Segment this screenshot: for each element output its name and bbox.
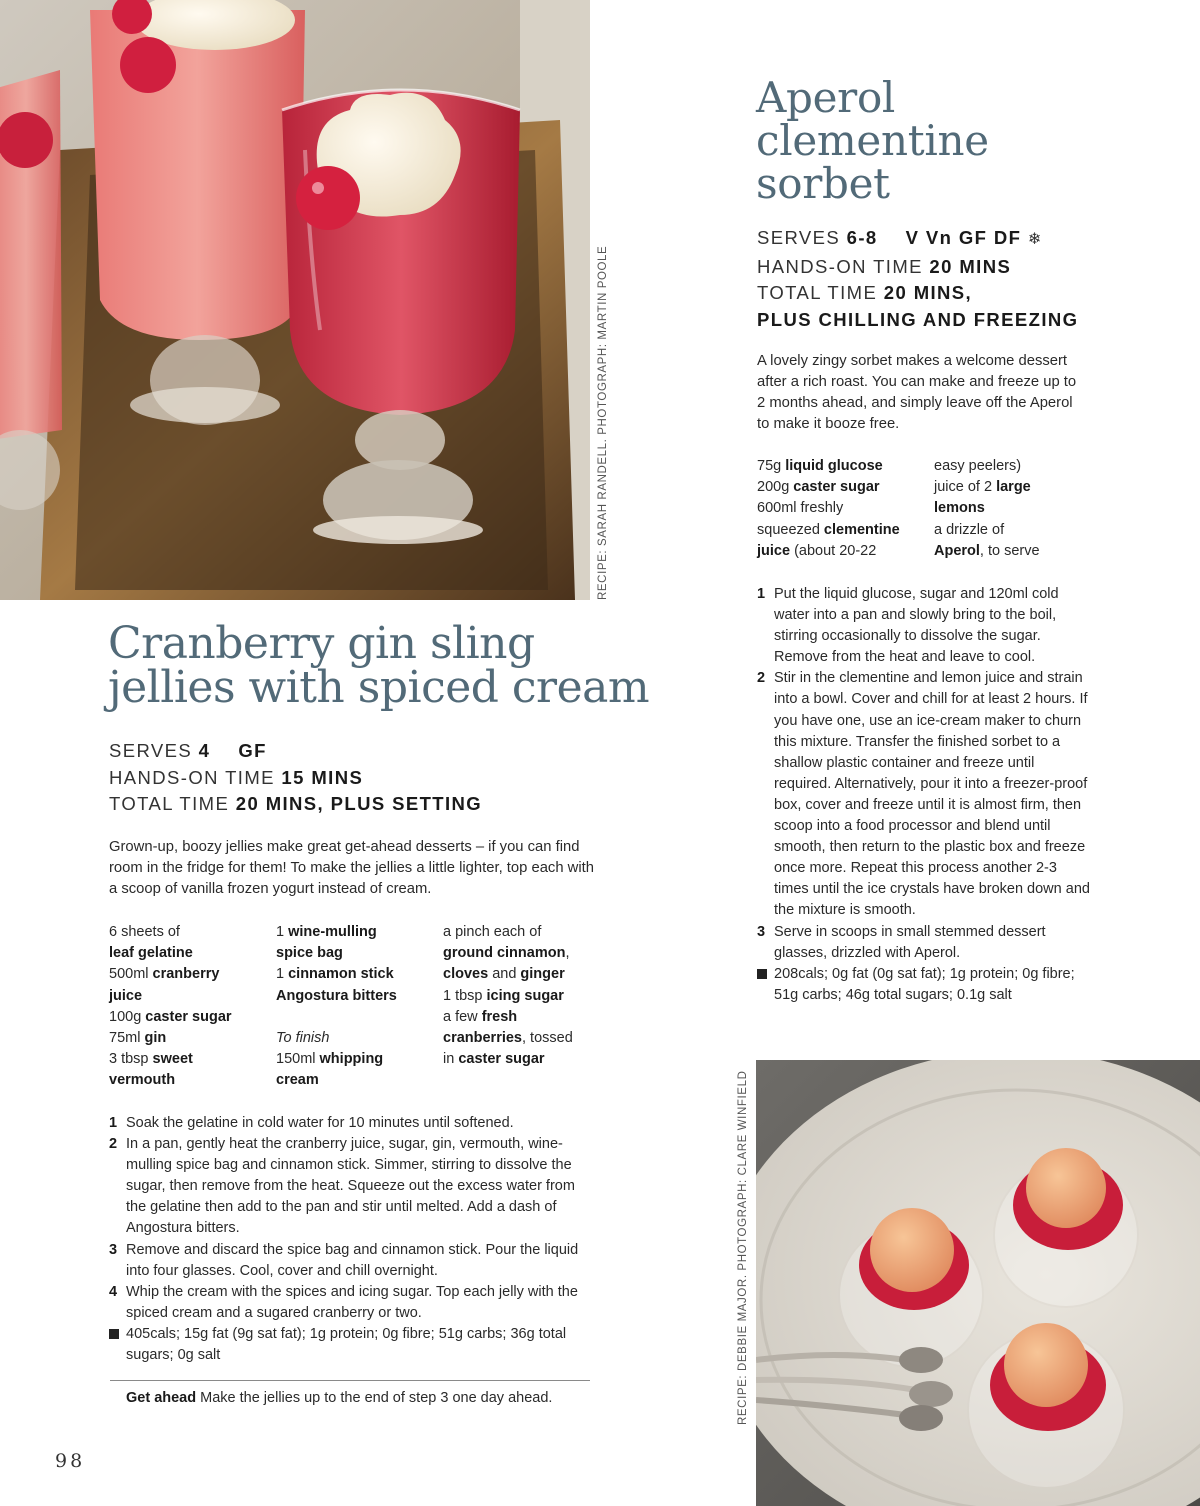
ingredient-text: in <box>443 1051 455 1068</box>
ingredient-qty: 1 tbsp <box>443 987 483 1004</box>
page-number: 98 <box>55 1450 86 1472</box>
ingredient-name: fresh <box>481 1008 518 1025</box>
ingredient-text: juice of 2 <box>934 479 993 496</box>
method-step <box>757 584 1091 668</box>
step-text: Put the liquid glucose, sugar and 120ml cold water into a pan and slowly bring to the boil, stirring occasionally to dissolve the sugar. Remove from the heat and leave to cool. <box>774 586 1059 666</box>
cranberry-jellies-illustration <box>0 0 590 600</box>
nutrition-text: 208cals; 0g fat (0g sat fat); 1g protein; 0g fibre; 51g carbs; 46g total sugars; 0.1g salt <box>774 965 1075 1003</box>
ingredient-line: 600ml freshly <box>757 500 844 517</box>
ingredient-name: Angostura bitters <box>276 987 397 1004</box>
ingredient-text: , <box>565 945 570 962</box>
square-bullet-icon <box>109 1329 119 1339</box>
ingredient-name: ground cinnamon <box>443 945 566 962</box>
diet-tags: V Vn GF DF <box>905 227 1022 248</box>
ingredient-name: ginger <box>520 966 565 983</box>
step-number: 1 <box>109 1115 118 1131</box>
step-text: Soak the gelatine in cold water for 10 minutes until softened. <box>126 1115 514 1131</box>
step-number: 3 <box>757 923 766 940</box>
ingredient-name: clementine <box>823 521 900 538</box>
ingredient-name: large <box>996 479 1031 496</box>
ingredient-name: caster sugar <box>793 479 880 496</box>
nutrition-info <box>109 1324 591 1366</box>
diet-tags: GF <box>238 740 267 761</box>
total-value: 20 MINS, PLUS SETTING <box>235 793 483 814</box>
ingredient-text: , to serve <box>979 542 1040 559</box>
ingredient-name: juice <box>109 987 143 1004</box>
left-method <box>109 1113 591 1366</box>
total-label: TOTAL TIME <box>109 793 230 814</box>
ingredient-qty: 75g <box>757 458 782 474</box>
step-text: Whip the cream with the spices and icing sugar. Top each jelly with the spiced cream and a sugared cranberry or two. <box>126 1283 578 1321</box>
ingredient-name: caster sugar <box>145 1008 232 1025</box>
ingredient-line: a drizzle of <box>934 521 1005 538</box>
method-step <box>109 1282 591 1324</box>
ingredient-name: gin <box>144 1030 167 1047</box>
ingredient-name: cranberries <box>443 1030 522 1047</box>
ingredient-qty: 1 <box>276 924 285 940</box>
right-recipe-intro: A lovely zingy sorbet makes a welcome dessert after a rich roast. You can make and freeze up to 2 months ahead, and simply leave off the Aperol to make it booze free. <box>757 353 1077 432</box>
step-number: 2 <box>757 670 766 687</box>
ingredient-text: , tossed <box>522 1030 573 1047</box>
ingredient-name: lemons <box>934 500 985 517</box>
ingredient-name: vermouth <box>109 1072 176 1089</box>
serves-value: 4 <box>198 740 211 761</box>
square-bullet-icon <box>757 969 767 979</box>
method-step <box>109 1113 591 1134</box>
ingredient-qty: 500ml <box>109 966 149 983</box>
total-value: 20 MINS, <box>883 282 973 303</box>
ingredient-name: cloves <box>443 966 489 983</box>
left-recipe-title <box>108 618 650 713</box>
right-method <box>757 584 1091 1006</box>
handson-value: 15 MINS <box>281 766 364 788</box>
left-title-line-1: Cranberry gin sling <box>108 618 535 669</box>
ingredient-name: cranberry <box>152 966 220 983</box>
ingredient-qty: 150ml <box>276 1051 316 1068</box>
ingredient-name: icing sugar <box>486 987 564 1004</box>
left-title-line-2: jellies with spiced cream <box>108 662 650 713</box>
ingredient-qty: 3 tbsp <box>109 1051 149 1068</box>
method-step <box>109 1240 591 1282</box>
ingredient-name: liquid glucose <box>785 458 883 474</box>
ingredient-line: 6 sheets of <box>109 924 180 940</box>
ingredient-name: cinnamon stick <box>288 966 394 983</box>
left-recipe-meta <box>109 738 482 818</box>
sorbet-illustration <box>756 1060 1200 1506</box>
left-ingredients-col-2 <box>276 922 441 1092</box>
ingredient-qty: 1 <box>276 966 285 983</box>
snowflake-icon: ❄ <box>1027 231 1043 248</box>
serves-label: SERVES <box>757 227 841 248</box>
total-value-2: PLUS CHILLING AND FREEZING <box>757 308 1079 330</box>
ingredient-name: Aperol <box>934 542 980 559</box>
photo-credit-right: RECIPE: DEBBIE MAJOR. PHOTOGRAPH: CLARE WINFIELD <box>737 1070 749 1425</box>
total-label: TOTAL TIME <box>757 282 878 303</box>
ingredient-qty: 200g <box>757 479 790 496</box>
step-number: 2 <box>109 1136 118 1153</box>
serves-label: SERVES <box>109 740 193 761</box>
photo-credit-left: RECIPE: SARAH RANDELL. PHOTOGRAPH: MARTIN POOLE <box>597 245 609 600</box>
handson-label: HANDS-ON TIME <box>109 766 275 788</box>
ingredient-line: a pinch each of <box>443 924 542 940</box>
left-recipe-intro: Grown-up, boozy jellies make great get-ahead desserts – if you can find room in the fridge for them! To make the jellies a little lighter, top each with a scoop of vanilla frozen yogurt instead of cream. <box>109 839 594 897</box>
left-ingredients-col-1 <box>109 922 269 1092</box>
method-step <box>757 922 1091 964</box>
ingredient-name: sweet <box>152 1051 193 1068</box>
get-ahead-text: Make the jellies up to the end of step 3 one day ahead. <box>200 1390 553 1406</box>
ingredient-name: leaf gelatine <box>109 945 193 962</box>
step-number: 1 <box>757 586 766 602</box>
step-number: 4 <box>109 1283 118 1300</box>
ingredient-name: wine-mulling <box>288 924 377 940</box>
ingredient-name: caster sugar <box>458 1051 545 1068</box>
nutrition-text: 405cals; 15g fat (9g sat fat); 1g protein; 0g fibre; 51g carbs; 36g total sugars; 0g salt <box>126 1325 567 1364</box>
right-title-line-3: sorbet <box>756 159 890 208</box>
right-ingredients-col-2 <box>934 456 1084 562</box>
get-ahead-label: Get ahead <box>126 1390 197 1406</box>
cranberry-jellies-photo <box>0 0 590 600</box>
serves-value: 6-8 <box>846 227 878 248</box>
step-text: Remove and discard the spice bag and cinnamon stick. Pour the liquid into four glasses. Cool, cover and chill overnight. <box>126 1241 579 1279</box>
right-recipe-meta <box>757 225 1078 333</box>
step-text: Stir in the clementine and lemon juice and strain into a bowl. Cover and chill for at least 2 hours. If you have one, use an ice-cream maker to churn this mixture. Transfer the finished sorbet to a shallow plastic container and freeze until required. Alternatively, pour it into a freezer-proof box, cover and freeze until it is almost firm, then scoop into a food processor and blend until smooth, then return to the plastic box and freeze once more. Repeat this process another 2-3 times until the ice crystals have broken down and the mixture is smooth. <box>774 670 1090 919</box>
handson-label: HANDS-ON TIME <box>757 255 923 277</box>
method-step <box>109 1134 591 1239</box>
divider <box>110 1380 590 1381</box>
sorbet-photo <box>756 1060 1200 1506</box>
ingredient-line: easy peelers) <box>934 458 1022 474</box>
left-ingredients-col-3 <box>443 922 598 1070</box>
right-ingredients-col-1 <box>757 456 932 562</box>
ingredient-name: spice bag <box>276 945 343 962</box>
ingredient-name: juice <box>757 542 791 559</box>
method-step <box>757 668 1091 921</box>
ingredient-name: whipping <box>319 1051 384 1068</box>
step-number: 3 <box>109 1241 118 1258</box>
ingredient-text: and <box>492 966 517 983</box>
ingredient-name: cream <box>276 1072 319 1089</box>
ingredient-qty: a few <box>443 1008 478 1025</box>
right-title-line-2: clementine <box>756 116 989 165</box>
right-recipe-title <box>756 73 989 208</box>
ingredient-qty: 75ml <box>109 1030 141 1047</box>
to-finish-heading: To finish <box>276 1030 330 1047</box>
ingredient-text: (about 20-22 <box>794 542 877 559</box>
right-title-line-1: Aperol <box>756 73 896 122</box>
ingredient-text: squeezed <box>757 521 820 538</box>
nutrition-info <box>757 964 1091 1006</box>
step-text: In a pan, gently heat the cranberry juice, sugar, gin, vermouth, wine-mulling spice bag and cinnamon stick. Simmer, stirring to dissolve the sugar, then remove from the heat. Squeeze out the excess water from the gelatine then add to the pan and stir until melted. Add a dash of Angostura bitters. <box>126 1136 575 1237</box>
handson-value: 20 MINS <box>929 255 1012 277</box>
ingredient-qty: 100g <box>109 1008 142 1025</box>
step-text: Serve in scoops in small stemmed dessert glasses, drizzled with Aperol. <box>774 923 1046 961</box>
get-ahead-note <box>126 1388 586 1409</box>
